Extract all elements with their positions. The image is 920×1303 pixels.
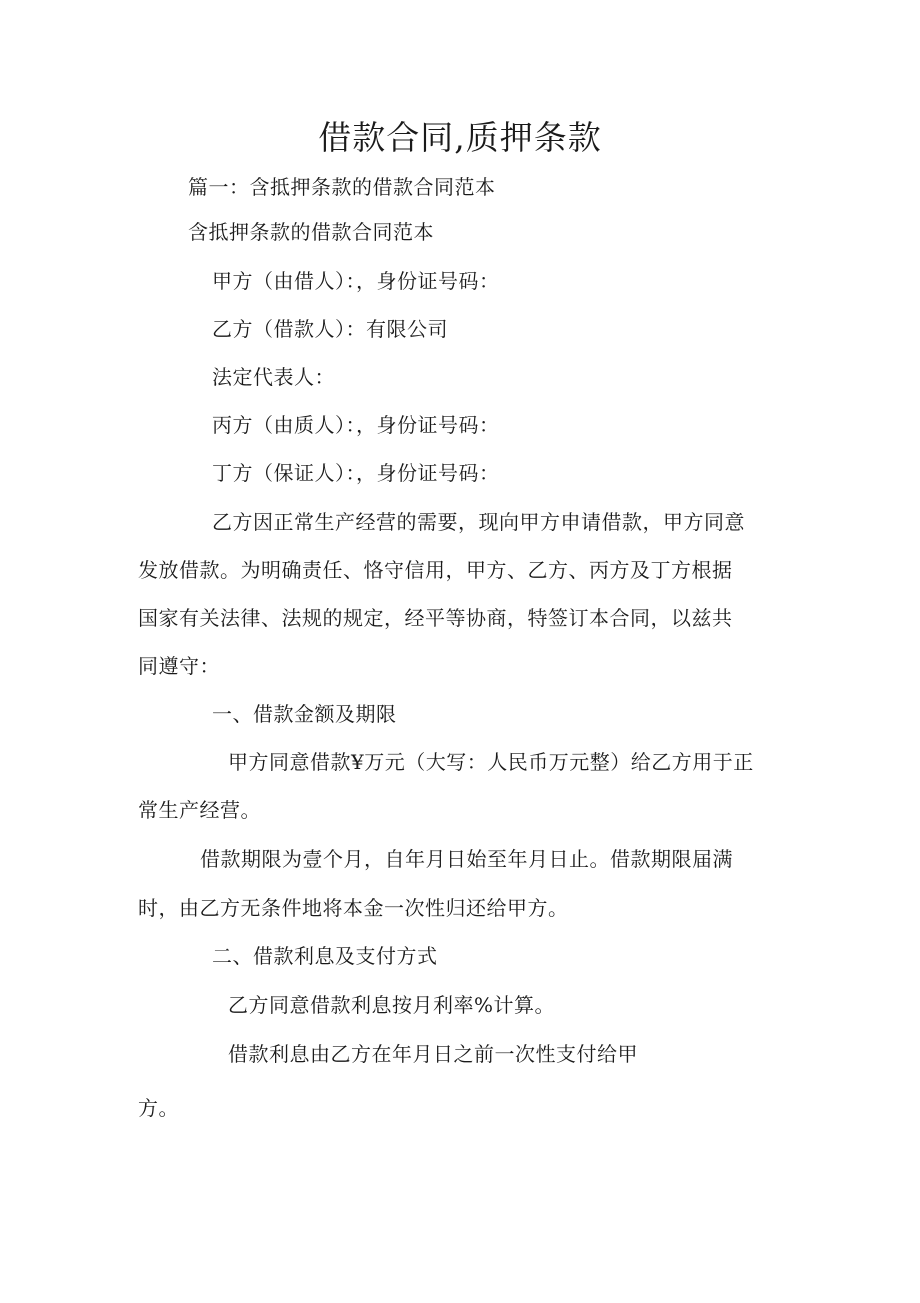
clause-2-payment-line: 借款利息由乙方在年月日之前一次性支付给甲 <box>228 1042 638 1066</box>
preamble-line: 乙方因正常生产经营的需要，现向甲方申请借款，甲方同意 <box>212 510 745 534</box>
clause-1-term-line: 时，由乙方无条件地将本金一次性归还给甲方。 <box>138 896 569 920</box>
preamble-line: 同遵守： <box>138 654 220 678</box>
clause-2-heading: 二、借款利息及支付方式 <box>212 944 438 968</box>
clause-1-term-line: 借款期限为壹个月，自年月日始至年月日止。借款期限届满 <box>200 847 733 871</box>
section-heading: 篇一：含抵押条款的借款合同范本 <box>188 175 496 199</box>
preamble-line: 发放借款。为明确责任、恪守信用，甲方、乙方、丙方及丁方根据 <box>138 558 733 582</box>
party-b-line: 乙方（借款人）：有限公司 <box>212 317 448 341</box>
legal-representative-line: 法定代表人： <box>212 365 335 389</box>
document-title: 借款合同,质押条款 <box>318 118 602 157</box>
clause-1-amount-line: 甲方同意借款¥万元（大写：人民币万元整）给乙方用于正 <box>228 750 754 774</box>
document-subtitle: 含抵押条款的借款合同范本 <box>188 220 434 244</box>
clause-2-payment-line: 方。 <box>138 1096 179 1120</box>
party-a-line: 甲方（由借人）：，身份证号码： <box>212 269 500 293</box>
party-c-line: 丙方（由质人）：，身份证号码： <box>212 413 500 437</box>
clause-2-rate-line: 乙方同意借款利息按月利率%计算。 <box>228 993 556 1017</box>
preamble-line: 国家有关法律、法规的规定，经平等协商，特签订本合同，以兹共 <box>138 606 733 630</box>
party-d-line: 丁方（保证人）：，身份证号码： <box>212 461 500 485</box>
clause-1-amount-line: 常生产经营。 <box>138 798 261 822</box>
clause-1-heading: 一、借款金额及期限 <box>212 702 397 726</box>
